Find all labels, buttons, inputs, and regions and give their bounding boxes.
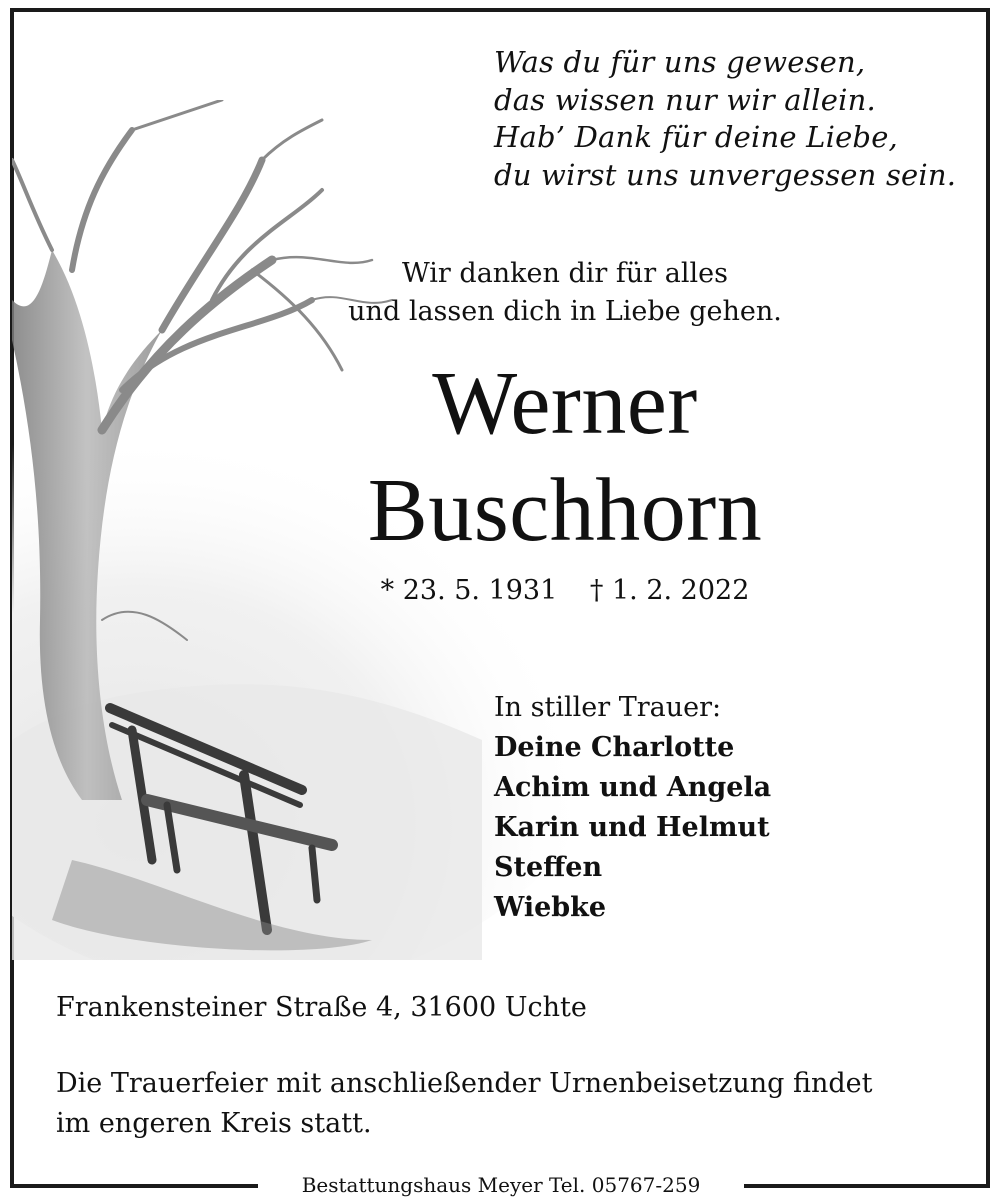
thanks-text xyxy=(260,255,870,331)
death-date: † 1. 2. 2022 xyxy=(589,575,750,606)
funeral-info xyxy=(56,1064,966,1144)
deceased-name xyxy=(260,350,870,564)
mourners-heading: In stiller Trauer: xyxy=(494,692,722,723)
funeral-home-footer: Bestattungshaus Meyer Tel. 05767-259 xyxy=(258,1168,744,1200)
birth-date: * 23. 5. 1931 xyxy=(380,575,558,606)
funeral-line-2: im engeren Kreis statt. xyxy=(56,1108,372,1139)
poem-line: Was du für uns gewesen, xyxy=(494,45,866,79)
funeral-line-1: Die Trauerfeier mit anschließender Urnenbeisetzung findet xyxy=(56,1068,873,1099)
poem-line: Hab’ Dank für deine Liebe, xyxy=(494,120,898,154)
last-name: Buschhorn xyxy=(367,461,763,560)
mourner-name: Deine Charlotte xyxy=(494,732,735,763)
mourner-name: Steffen xyxy=(494,852,603,883)
poem-line: das wissen nur wir allein. xyxy=(494,82,876,117)
first-name: Werner xyxy=(432,354,698,453)
poem-line: du wirst uns unvergessen sein. xyxy=(494,157,957,192)
mourner-name: Achim und Angela xyxy=(494,772,772,803)
mourner-name: Wiebke xyxy=(494,892,607,923)
thanks-line-2: und lassen dich in Liebe gehen. xyxy=(348,296,782,327)
address: Frankensteiner Straße 4, 31600 Uchte xyxy=(56,992,587,1023)
mourner-name: Karin und Helmut xyxy=(494,812,770,843)
life-dates xyxy=(260,571,870,611)
thanks-line-1: Wir danken dir für alles xyxy=(402,258,728,289)
mourners-block xyxy=(494,688,914,928)
poem xyxy=(494,44,974,194)
